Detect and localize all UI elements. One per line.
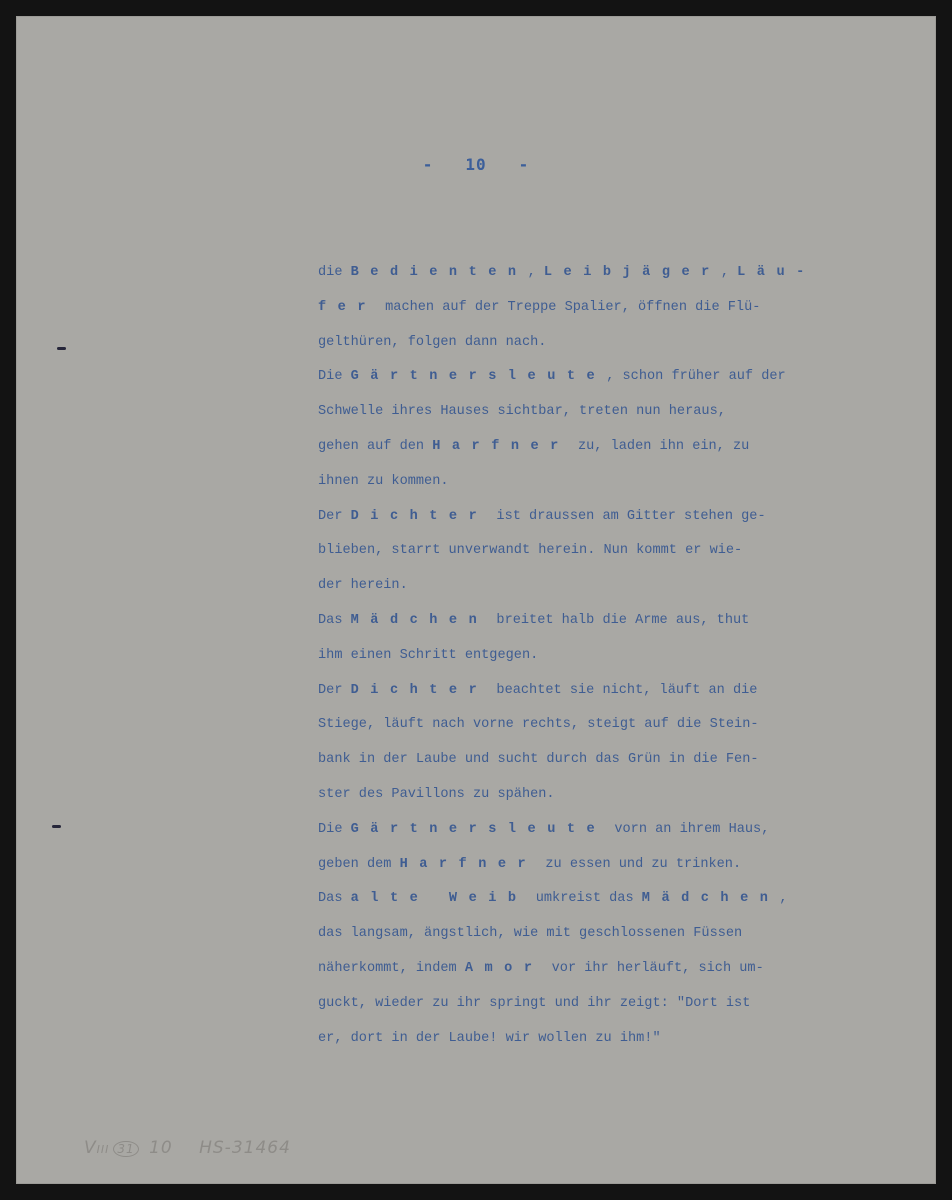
archive-folio: 10 bbox=[149, 1138, 173, 1158]
text-line bbox=[318, 256, 888, 291]
spaced-name: Mädchen bbox=[641, 891, 780, 907]
text-segment: geben dem bbox=[318, 856, 400, 872]
text-segment: Die bbox=[318, 821, 351, 837]
spaced-name: Mädchen bbox=[350, 612, 489, 628]
text-line bbox=[318, 743, 888, 778]
spaced-name: fer bbox=[318, 299, 377, 315]
archive-roman: III bbox=[96, 1143, 110, 1156]
text-segment: zu, laden ihn ein, zu bbox=[569, 438, 750, 454]
text-segment: ist draussen am Gitter stehen ge- bbox=[488, 508, 766, 524]
text-segment: vor ihr herläuft, sich um- bbox=[543, 960, 764, 976]
text-line bbox=[318, 465, 888, 500]
text-line bbox=[318, 1022, 888, 1057]
text-segment: Die bbox=[318, 369, 351, 385]
text-line bbox=[318, 604, 888, 639]
margin-pen-mark bbox=[52, 825, 61, 828]
spaced-name: Leibjäger bbox=[543, 265, 721, 280]
text-segment: breitet halb die Arme aus, thut bbox=[488, 612, 750, 628]
text-line bbox=[318, 395, 888, 430]
text-segment: blieben, starrt unverwandt herein. Nun kommt er wie- bbox=[318, 543, 743, 559]
text-segment: gehen auf den bbox=[318, 438, 433, 454]
spaced-name: Gärtnersleute bbox=[350, 821, 607, 837]
text-segment: näherkommt, indem bbox=[318, 960, 465, 976]
text-line bbox=[318, 813, 888, 848]
text-segment: Der bbox=[318, 682, 351, 698]
page-number-suffix: - bbox=[518, 155, 530, 174]
text-segment: die bbox=[318, 265, 351, 280]
archive-signature: HS-31464 bbox=[199, 1138, 291, 1158]
text-segment: er, dort in der Laube! wir wollen zu ihm!" bbox=[318, 1030, 661, 1046]
text-line bbox=[318, 326, 888, 361]
text-segment: Stiege, läuft nach vorne rechts, steigt auf die Stein- bbox=[318, 717, 759, 733]
spaced-name: Läu- bbox=[737, 265, 816, 280]
text-segment: ihnen zu kommen. bbox=[318, 473, 449, 489]
text-line bbox=[318, 430, 888, 465]
margin-pen-mark bbox=[57, 347, 66, 350]
text-line bbox=[318, 360, 888, 395]
spaced-name: alte Weib bbox=[350, 891, 528, 907]
page-number-value: 10 bbox=[465, 155, 487, 174]
text-segment: Das bbox=[318, 612, 351, 628]
archive-pencil-note bbox=[84, 1138, 291, 1158]
spaced-name: Amor bbox=[464, 960, 544, 976]
spaced-name: Dichter bbox=[350, 508, 489, 524]
text-segment: vorn an ihrem Haus, bbox=[606, 821, 770, 837]
page-number-prefix: - bbox=[422, 155, 434, 174]
text-segment: umkreist das bbox=[527, 891, 642, 907]
archive-circled-number: 31 bbox=[113, 1141, 138, 1157]
text-segment: machen auf der Treppe Spalier, öffnen die Flü- bbox=[376, 299, 761, 315]
text-segment: der herein. bbox=[318, 578, 408, 594]
text-line bbox=[318, 708, 888, 743]
text-segment: beachtet sie nicht, läuft an die bbox=[488, 682, 758, 698]
text-line bbox=[318, 639, 888, 674]
text-segment: ihm einen Schritt entgegen. bbox=[318, 647, 539, 663]
text-segment: Das bbox=[318, 891, 351, 907]
spaced-name: Dichter bbox=[350, 682, 489, 698]
text-line bbox=[318, 987, 888, 1022]
text-segment: gelthüren, folgen dann nach. bbox=[318, 334, 547, 350]
text-segment: , bbox=[720, 265, 738, 280]
text-line bbox=[318, 500, 888, 535]
spaced-name: Bedienten bbox=[350, 265, 528, 280]
page-number bbox=[0, 155, 952, 174]
spaced-name: Harfner bbox=[399, 856, 538, 872]
text-segment: , bbox=[527, 265, 544, 280]
text-segment: zu essen und zu trinken. bbox=[537, 856, 742, 872]
text-line bbox=[318, 848, 888, 883]
text-line bbox=[318, 291, 888, 326]
text-line bbox=[318, 778, 888, 813]
text-segment: Der bbox=[318, 508, 351, 524]
text-segment: bank in der Laube und sucht durch das Grün in die Fen- bbox=[318, 752, 759, 768]
text-segment: , bbox=[779, 891, 788, 907]
text-line bbox=[318, 917, 888, 952]
text-line bbox=[318, 952, 888, 987]
text-segment: Schwelle ihres Hauses sichtbar, treten nun heraus, bbox=[318, 404, 726, 420]
typescript-body bbox=[318, 256, 888, 1056]
text-line bbox=[318, 882, 888, 917]
text-segment: , schon früher auf der bbox=[606, 369, 786, 385]
text-line bbox=[318, 674, 888, 709]
text-segment: ster des Pavillons zu spähen. bbox=[318, 786, 555, 802]
text-line bbox=[318, 569, 888, 604]
text-segment: guckt, wieder zu ihr springt und ihr zeigt: "Dort ist bbox=[318, 995, 751, 1011]
archive-prefix: V bbox=[84, 1138, 97, 1158]
text-line bbox=[318, 534, 888, 569]
spaced-name: Harfner bbox=[432, 438, 570, 454]
text-segment: das langsam, ängstlich, wie mit geschlossenen Füssen bbox=[318, 926, 743, 942]
spaced-name: Gärtnersleute bbox=[350, 369, 607, 385]
